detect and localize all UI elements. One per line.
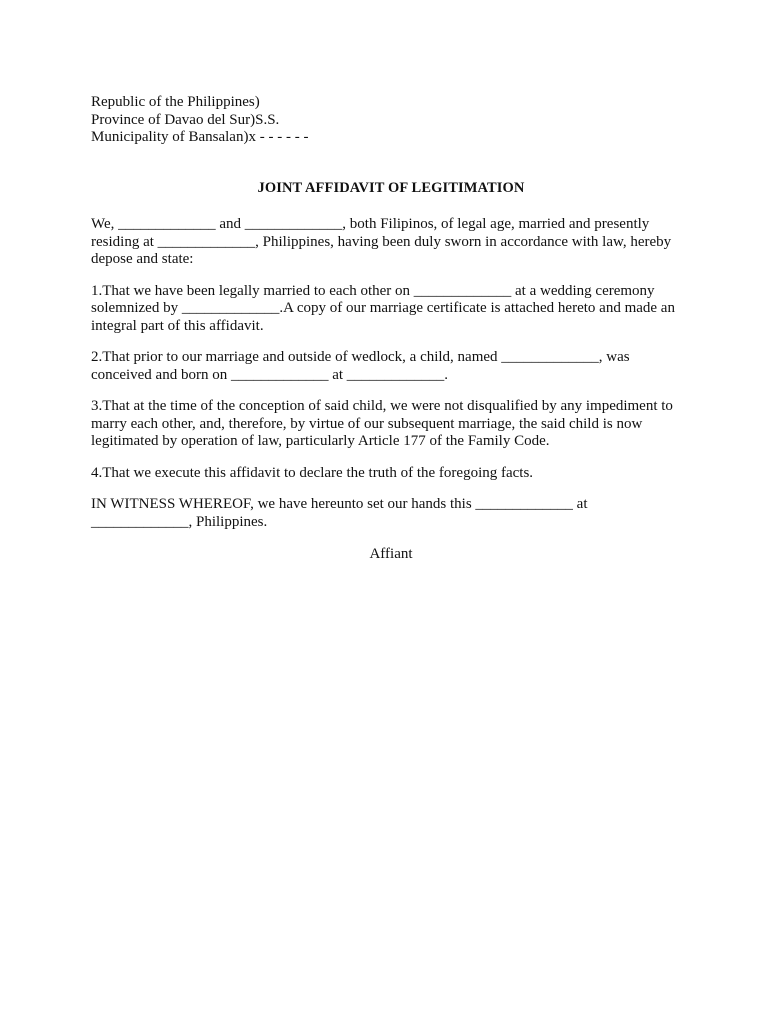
clause-2: 2.That prior to our marriage and outside of wedlock, a child, named _____________, was conceived and born on _____________ at _____________. <box>91 349 630 383</box>
intro-paragraph: We, _____________ and _____________, both Filipinos, of legal age, married and presently residing at _____________, Philippines, having been duly sworn in accordance with law, hereby depose and state: <box>91 216 672 267</box>
clause-4: 4.That we execute this affidavit to declare the truth of the foregoing facts. <box>91 464 534 481</box>
document-title: JOINT AFFIDAVIT OF LEGITIMATION <box>257 179 525 196</box>
venue-province: Province of Davao del Sur)S.S. <box>91 111 280 128</box>
witness-clause: IN WITNESS WHEREOF, we have hereunto set our hands this _____________ at _____________, Philippines. <box>91 496 588 530</box>
affiant-label: Affiant <box>369 546 413 562</box>
affidavit-page <box>91 94 691 564</box>
clause-1: 1.That we have been legally married to each other on _____________ at a wedding ceremony solemnized by _____________.A copy of our marriage certificate is attached hereto and made an integral part of this affidavit. <box>91 282 675 334</box>
venue-municipality: Municipality of Bansalan)x - - - - - - <box>91 129 309 145</box>
clause-3: 3.That at the time of the conception of said child, we were not disqualified by any impediment to marry each other, and, therefore, by virtue of our subsequent marriage, the said child is now legitimated by operation of law, particularly Article 177 of the Family Code. <box>91 398 673 449</box>
venue-block <box>91 94 691 147</box>
venue-republic: Republic of the Philippines) <box>91 94 260 110</box>
